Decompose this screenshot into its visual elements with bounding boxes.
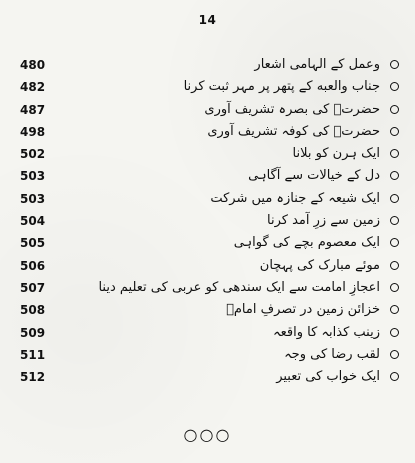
toc-entry xyxy=(0,300,415,322)
circle-bullet-icon xyxy=(390,82,399,91)
toc-page-number: 503 xyxy=(20,169,46,184)
toc-title: زینب کذابہ کا واقعہ xyxy=(273,324,380,340)
toc-title: خزائن زمین در تصرفِ امامؑ xyxy=(226,302,380,318)
toc-title: لقب رضا کی وجہ xyxy=(284,346,380,362)
toc-title: ایک شیعہ کے جنازہ میں شرکت xyxy=(210,190,380,206)
toc-page-number: 507 xyxy=(20,280,46,295)
circle-bullet-icon xyxy=(390,283,399,292)
toc-page-number: 487 xyxy=(20,102,46,117)
table-of-contents xyxy=(0,55,415,389)
circle-bullet-icon xyxy=(390,127,399,136)
toc-page-number: 511 xyxy=(20,347,46,362)
toc-title: حضرتؑ کی کوفہ تشریف آوری xyxy=(207,123,380,139)
toc-title: حضرتؑ کی بصرہ تشریف آوری xyxy=(204,101,380,117)
toc-page-number: 482 xyxy=(20,80,46,95)
page-number: 14 xyxy=(198,13,217,27)
circle-bullet-icon xyxy=(390,171,399,180)
toc-title: وعمل کے الہامی اشعار xyxy=(254,57,380,72)
toc-page-number: 509 xyxy=(20,325,46,340)
toc-entry xyxy=(0,233,415,255)
toc-title: ایک ہرن کو بلانا xyxy=(292,146,380,162)
circle-bullet-icon xyxy=(390,149,399,158)
toc-page-number: 508 xyxy=(20,303,46,318)
toc-entry xyxy=(0,256,415,278)
toc-entry xyxy=(0,189,415,211)
toc-entry xyxy=(0,323,415,345)
circle-bullet-icon xyxy=(390,372,399,381)
toc-title: زمین سے زرِ آمد کرنا xyxy=(267,213,380,229)
toc-page-number: 503 xyxy=(20,191,46,206)
toc-page-number: 480 xyxy=(20,58,46,72)
toc-entry xyxy=(0,166,415,188)
circle-bullet-icon xyxy=(390,328,399,337)
toc-page-number: 512 xyxy=(20,370,46,385)
toc-title: موئے مبارک کی پہچان xyxy=(259,257,380,273)
toc-entry xyxy=(0,100,415,122)
toc-page-number: 505 xyxy=(20,236,46,251)
circle-bullet-icon xyxy=(390,305,399,314)
toc-page-number: 498 xyxy=(20,124,46,139)
toc-page-number: 504 xyxy=(20,214,46,229)
circle-bullet-icon xyxy=(390,216,399,225)
toc-page-number: 506 xyxy=(20,258,46,273)
toc-entry xyxy=(0,55,415,77)
toc-title: ایک معصوم بچے کی گواہی xyxy=(233,235,380,251)
circle-bullet-icon xyxy=(390,194,399,203)
toc-entry xyxy=(0,122,415,144)
circle-bullet-icon xyxy=(390,238,399,247)
toc-page-number: 502 xyxy=(20,147,46,162)
toc-title: اعجازِ امامت سے ایک سندھی کو عربی کی تعلیم دینا xyxy=(98,279,380,295)
toc-entry xyxy=(0,278,415,300)
toc-title: جناب والعبه کے پتھر پر مہر ثبت کرنا xyxy=(183,79,380,95)
toc-title: ایک خواب کی تعبیر xyxy=(276,369,380,385)
toc-entry xyxy=(0,345,415,367)
circle-bullet-icon xyxy=(390,350,399,359)
toc-entry xyxy=(0,77,415,99)
circle-bullet-icon xyxy=(390,60,399,69)
end-ornament: ○○○ xyxy=(183,425,232,444)
toc-entry xyxy=(0,211,415,233)
toc-entry xyxy=(0,144,415,166)
circle-bullet-icon xyxy=(390,105,399,114)
circle-bullet-icon xyxy=(390,261,399,270)
toc-entry xyxy=(0,367,415,389)
toc-title: دل کے خیالات سے آگاہی xyxy=(248,168,380,184)
